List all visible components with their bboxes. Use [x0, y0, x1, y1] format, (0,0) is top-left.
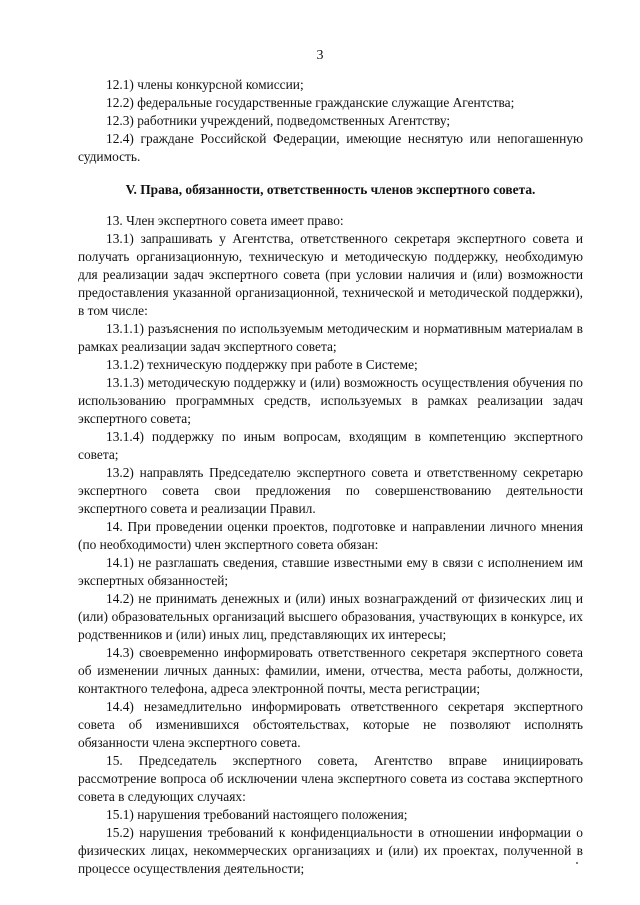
- paragraph: 14.2) не принимать денежных и (или) иных вознаграждений от физических лиц и (или) образовательных организаций высшего образования, участвующих в конкурсе, их родственников и (или) иных лиц, представляющих их интересы;: [78, 591, 583, 642]
- paragraph: 15.1) нарушения требований настоящего положения;: [106, 807, 408, 822]
- paragraph: 13.1.3) методическую поддержку и (или) возможность осуществления обучения по использованию программных средств, используемых в рамках реализации задач экспертного совета;: [78, 375, 583, 426]
- paragraph: 13.2) направлять Председателю экспертного совета и ответственному секретарю экспертного совета свои предложения по совершенствованию деятельности экспертного совета и реализации Правил.: [78, 465, 583, 516]
- paragraph: 12.4) граждане Российской Федерации, имеющие неснятую или непогашенную судимость.: [78, 131, 583, 164]
- paragraph: 14. При проведении оценки проектов, подготовке и направлении личного мнения (по необходимости) член экспертного совета обязан:: [78, 519, 583, 552]
- paragraph: 12.1) члены конкурсной комиссии;: [106, 77, 304, 92]
- paragraph: 13.1.4) поддержку по иным вопросам, входящим в компетенцию экспертного совета;: [78, 429, 583, 462]
- paragraph: 14.4) незамедлительно информировать ответственного секретаря экспертного совета об изменившихся обстоятельствах, которые не позволяют исполнять обязанности члена экспертного совета.: [78, 699, 583, 750]
- paragraph: 12.3) работники учреждений, подведомственных Агентству;: [106, 113, 451, 128]
- section-heading: V. Права, обязанности, ответственность членов экспертного совета.: [125, 182, 536, 197]
- paragraph: 12.2) федеральные государственные гражданские служащие Агентства;: [106, 95, 515, 110]
- paragraph: 13.1.2) техническую поддержку при работе в Системе;: [106, 357, 418, 372]
- paragraph: 15.2) нарушения требований к конфиденциальности в отношении информации о физических лицах, некоммерческих организациях и (или) их проектах, полученной в процессе осуществления деятельности;: [78, 825, 583, 876]
- page-number: 3: [316, 48, 324, 63]
- document-body: [78, 76, 583, 878]
- paragraph: 15. Председатель экспертного совета, Агентство вправе инициировать рассмотрение вопроса об исключении члена экспертного совета из состава экспертного совета в следующих случаях:: [78, 753, 583, 804]
- paragraph: 14.3) своевременно информировать ответственного секретаря экспертного совета об изменении личных данных: фамилии, имени, отчества, места работы, должности, контактного телефона, адреса электронной почты, места регистрации;: [78, 645, 583, 696]
- paragraph: 13. Член экспертного совета имеет право:: [106, 213, 344, 228]
- scan-speck: [576, 862, 578, 864]
- paragraph: 13.1.1) разъяснения по используемым методическим и нормативным материалам в рамках реализации задач экспертного совета;: [78, 321, 583, 354]
- paragraph: 13.1) запрашивать у Агентства, ответственного секретаря экспертного совета и получать организационную, техническую и методическую поддержку, необходимую для реализации задач экспертного совета (при условии наличия и (или) возможности предоставления указанной организационной, технической и методической поддержки), в том числе:: [78, 231, 583, 318]
- paragraph: 14.1) не разглашать сведения, ставшие известными ему в связи с исполнением им экспертных обязанностей;: [78, 555, 583, 588]
